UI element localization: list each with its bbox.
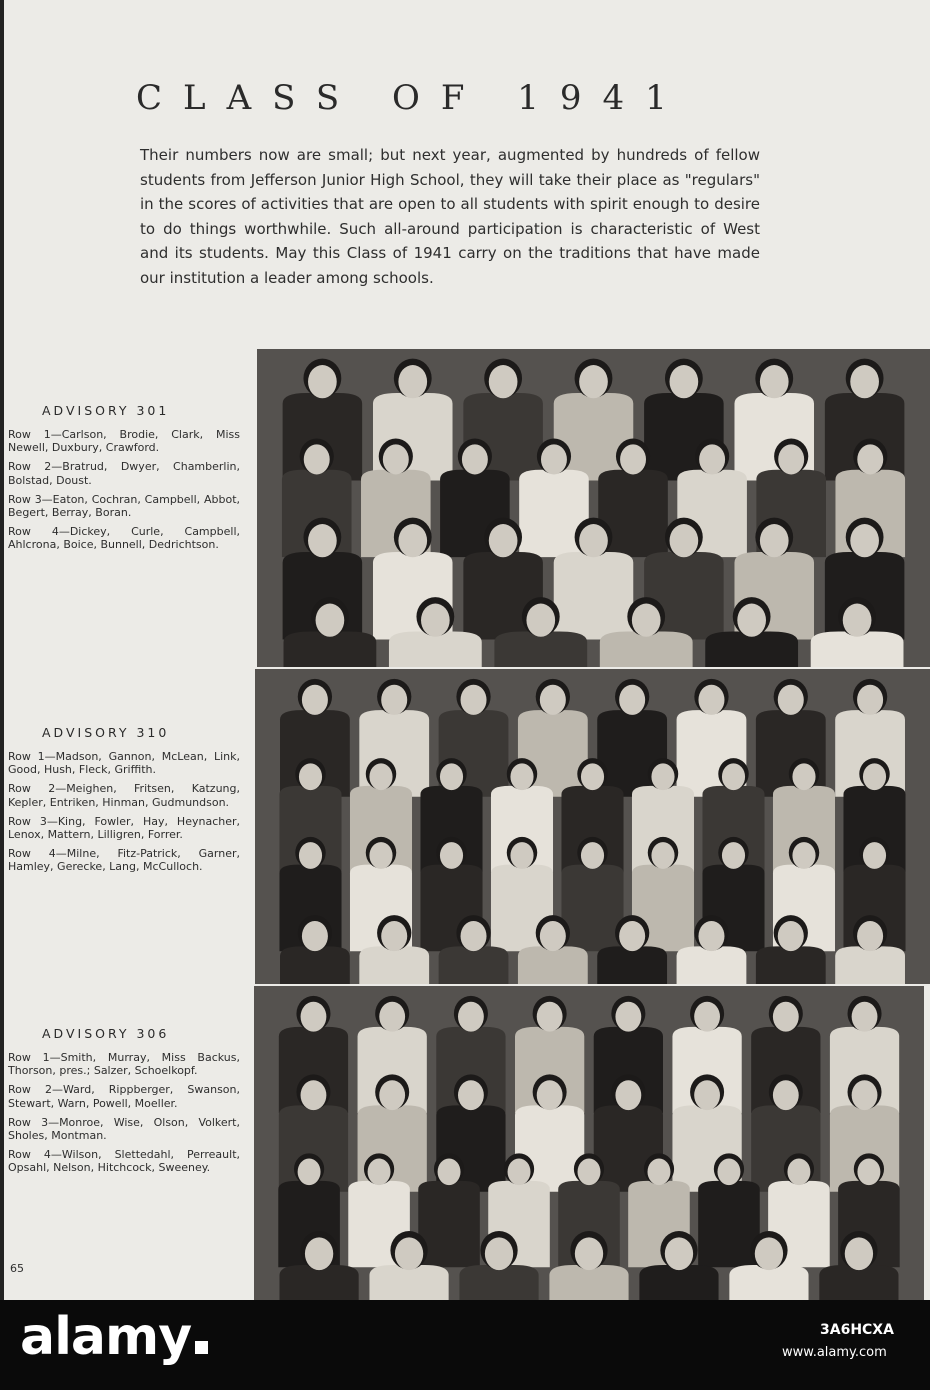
- student-face: [619, 685, 645, 715]
- alamy-logo-dot: [195, 1341, 208, 1354]
- student-face: [581, 842, 604, 869]
- student-face: [651, 842, 674, 869]
- student-face: [308, 524, 337, 557]
- student-body: [439, 946, 509, 984]
- photo-silhouettes: [254, 986, 924, 1300]
- student-face: [438, 1159, 461, 1186]
- student-face: [620, 444, 646, 474]
- advisory-heading: ADVISORY 310: [42, 725, 170, 740]
- student-face: [540, 685, 566, 715]
- student-face: [670, 365, 699, 398]
- student-face: [845, 1237, 873, 1270]
- student-body: [819, 1265, 898, 1300]
- student-face: [440, 763, 463, 790]
- student-face: [615, 1002, 641, 1032]
- student-face: [760, 524, 789, 557]
- student-body: [494, 632, 587, 667]
- student-face: [863, 842, 886, 869]
- student-face: [694, 1080, 720, 1110]
- student-face: [383, 444, 409, 474]
- student-face: [698, 685, 724, 715]
- advisory-row: Row 4—Dickey, Curle, Campbell, Ahlcrona, Boice, Bunnell, Dedrichtson.: [8, 525, 240, 552]
- student-face: [632, 604, 661, 637]
- student-face: [852, 1080, 878, 1110]
- page-title: CLASS OF 1941: [136, 78, 688, 118]
- advisory-310-caption: [8, 725, 240, 880]
- student-face: [379, 1002, 405, 1032]
- student-face: [615, 1080, 641, 1110]
- student-face: [301, 1002, 327, 1032]
- student-face: [581, 763, 604, 790]
- alamy-logo-text: alamy: [20, 1307, 192, 1367]
- student-face: [301, 1080, 327, 1110]
- student-face: [398, 524, 427, 557]
- student-body: [677, 946, 747, 984]
- student-face: [508, 1159, 531, 1186]
- student-face: [485, 1237, 513, 1270]
- student-face: [648, 1159, 671, 1186]
- student-face: [368, 1159, 391, 1186]
- student-face: [305, 1237, 333, 1270]
- student-body: [811, 632, 904, 667]
- student-body: [518, 946, 588, 984]
- student-face: [458, 1002, 484, 1032]
- student-body: [705, 632, 798, 667]
- student-body: [597, 946, 667, 984]
- student-face: [461, 685, 487, 715]
- student-face: [843, 604, 872, 637]
- advisory-row: Row 3—Monroe, Wise, Olson, Volkert, Sholes, Montman.: [8, 1115, 240, 1143]
- student-face: [737, 604, 766, 637]
- page-number: 65: [10, 1262, 24, 1275]
- student-face: [395, 1237, 423, 1270]
- advisory-306-caption: [8, 1026, 240, 1181]
- student-body: [284, 632, 377, 667]
- advisory-row: Row 3—King, Fowler, Hay, Heynacher, Lenox, Mattern, Lilligren, Forrer.: [8, 814, 240, 842]
- image-id: 3A6HCXA: [820, 1322, 894, 1338]
- student-face: [369, 763, 392, 790]
- student-face: [773, 1080, 799, 1110]
- student-face: [398, 365, 427, 398]
- student-face: [579, 524, 608, 557]
- advisory-heading: ADVISORY 301: [42, 403, 170, 418]
- advisory-row: Row 3—Eaton, Cochran, Campbell, Abbot, Begert, Berray, Boran.: [8, 492, 240, 520]
- student-face: [850, 365, 879, 398]
- student-body: [389, 632, 482, 667]
- student-face: [299, 842, 322, 869]
- student-body: [561, 865, 623, 952]
- student-face: [316, 604, 345, 637]
- student-face: [722, 763, 745, 790]
- student-face: [575, 1237, 603, 1270]
- advisory-301-caption: [8, 403, 240, 558]
- student-face: [489, 365, 518, 398]
- student-face: [462, 444, 488, 474]
- student-body: [279, 1265, 358, 1300]
- student-face: [578, 1159, 601, 1186]
- student-face: [722, 842, 745, 869]
- student-face: [863, 763, 886, 790]
- advisory-row: Row 2—Bratrud, Dwyer, Chamberlin, Bolstad, Doust.: [8, 460, 240, 487]
- advisory-row: Row 1—Madson, Gannon, McLean, Link, Good, Hush, Fleck, Griffith.: [8, 750, 240, 777]
- student-body: [698, 1181, 760, 1267]
- student-face: [778, 921, 804, 951]
- student-body: [554, 552, 634, 639]
- student-face: [857, 1159, 880, 1186]
- student-face: [526, 604, 555, 637]
- class-photo-advisory-301: [257, 349, 930, 667]
- student-face: [458, 1080, 484, 1110]
- student-face: [760, 365, 789, 398]
- student-body: [549, 1265, 628, 1300]
- student-face: [304, 444, 330, 474]
- student-face: [298, 1159, 321, 1186]
- student-face: [857, 685, 883, 715]
- student-face: [778, 444, 804, 474]
- class-photo-advisory-306: [254, 986, 924, 1300]
- student-face: [670, 524, 699, 557]
- student-face: [778, 685, 804, 715]
- student-body: [418, 1181, 480, 1267]
- student-face: [461, 921, 487, 951]
- advisory-heading: ADVISORY 306: [42, 1026, 170, 1041]
- class-photo-advisory-310: [255, 669, 930, 984]
- student-face: [699, 444, 725, 474]
- student-face: [537, 1080, 563, 1110]
- student-face: [537, 1002, 563, 1032]
- student-body: [369, 1265, 448, 1300]
- student-face: [440, 842, 463, 869]
- student-body: [756, 946, 826, 984]
- advisory-row: Row 1—Carlson, Brodie, Clark, Miss Newell, Duxbury, Crawford.: [8, 428, 240, 455]
- alamy-logo: [20, 1307, 208, 1367]
- advisory-row: Row 2—Ward, Rippberger, Swanson, Stewart, Warn, Powell, Moeller.: [8, 1083, 240, 1110]
- student-face: [787, 1159, 810, 1186]
- student-face: [510, 842, 533, 869]
- student-face: [541, 444, 567, 474]
- intro-paragraph: Their numbers now are small; but next year, augmented by hundreds of fellow students from Jefferson Junior High School, they will take their place as "regulars" in the scores of activities that are open to all students with spirit enough to desire to do things worthwhile. Such all-around participation is characteristic of West and its students. May this Class of 1941 carry on the traditions that have made our institution a leader among schools.: [140, 146, 760, 287]
- student-face: [792, 763, 815, 790]
- student-face: [619, 921, 645, 951]
- student-body: [835, 946, 905, 984]
- student-face: [381, 685, 407, 715]
- student-face: [857, 444, 883, 474]
- student-face: [717, 1159, 740, 1186]
- watermark-url: www.alamy.com: [782, 1345, 887, 1360]
- student-face: [302, 685, 328, 715]
- student-face: [510, 763, 533, 790]
- student-face: [857, 921, 883, 951]
- student-face: [755, 1237, 783, 1270]
- student-face: [540, 921, 566, 951]
- student-face: [421, 604, 450, 637]
- advisory-row: Row 1—Smith, Murray, Miss Backus, Thorson, pres.; Salzer, Schoelkopf.: [8, 1051, 240, 1078]
- student-body: [359, 946, 429, 984]
- page-edge: [0, 0, 4, 1300]
- student-face: [379, 1080, 405, 1110]
- student-body: [280, 946, 350, 984]
- student-face: [489, 524, 518, 557]
- student-face: [850, 524, 879, 557]
- student-face: [299, 763, 322, 790]
- student-body: [600, 632, 693, 667]
- student-face: [369, 842, 392, 869]
- student-face: [792, 842, 815, 869]
- advisory-row: Row 4—Wilson, Slettedahl, Perreault, Opsahl, Nelson, Hitchcock, Sweeney.: [8, 1148, 240, 1175]
- student-body: [729, 1265, 808, 1300]
- student-body: [639, 1265, 718, 1300]
- student-body: [459, 1265, 538, 1300]
- student-face: [579, 365, 608, 398]
- student-face: [852, 1002, 878, 1032]
- student-face: [665, 1237, 693, 1270]
- student-face: [773, 1002, 799, 1032]
- photo-silhouettes: [257, 349, 930, 667]
- advisory-row: Row 4—Milne, Fitz-Patrick, Garner, Hamley, Gerecke, Lang, McCulloch.: [8, 847, 240, 874]
- advisory-row: Row 2—Meighen, Fritsen, Katzung, Kepler, Entriken, Hinman, Gudmundson.: [8, 782, 240, 809]
- student-face: [698, 921, 724, 951]
- student-face: [651, 763, 674, 790]
- student-face: [302, 921, 328, 951]
- student-face: [694, 1002, 720, 1032]
- student-face: [381, 921, 407, 951]
- student-face: [308, 365, 337, 398]
- photo-silhouettes: [255, 669, 930, 984]
